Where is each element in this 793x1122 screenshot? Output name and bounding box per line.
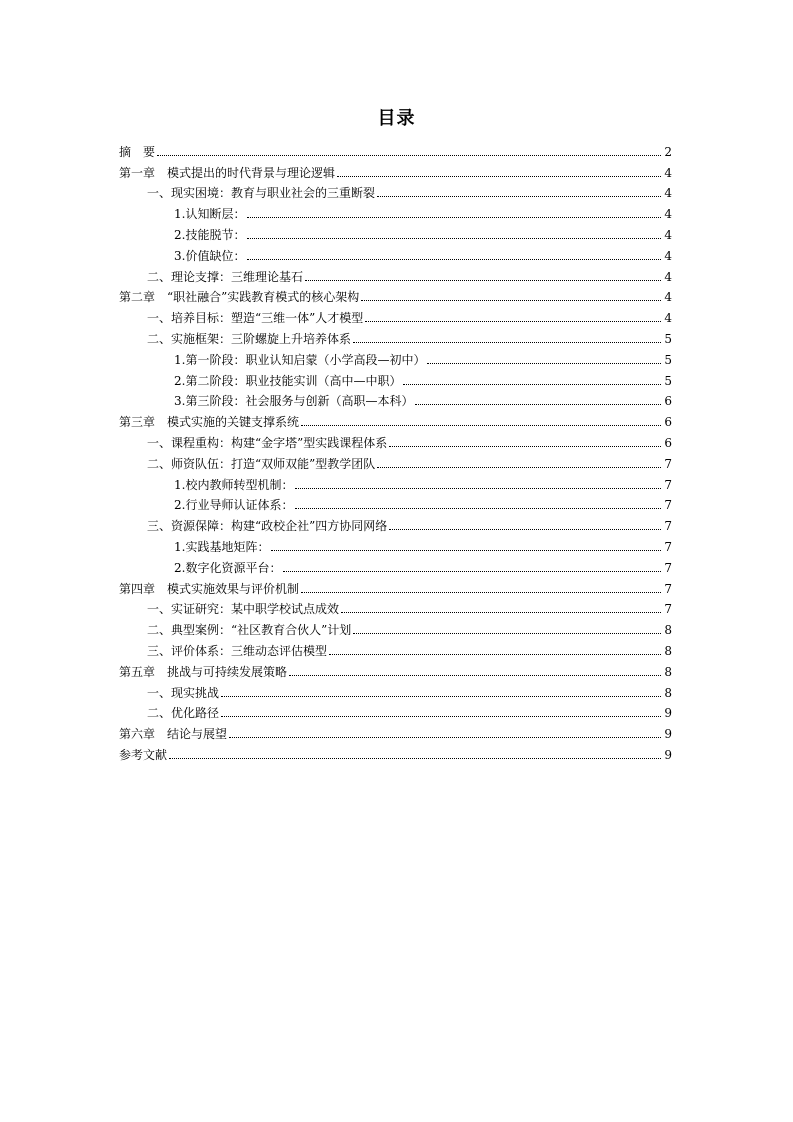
toc-entry-label: 二、理论支撑：三维理论基石 xyxy=(147,269,304,284)
dot-leader xyxy=(377,467,661,468)
toc-entry-page-number: 8 xyxy=(664,643,672,658)
toc-entry[interactable] xyxy=(119,368,672,389)
dot-leader xyxy=(301,425,661,426)
dot-leader xyxy=(169,758,661,759)
dot-leader xyxy=(301,592,661,593)
dot-leader xyxy=(377,196,661,197)
toc-entry-label: 第一章 模式提出的时代背景与理论逻辑 xyxy=(119,165,336,180)
toc-entry-page-number: 4 xyxy=(664,311,672,326)
toc-entry[interactable] xyxy=(119,701,672,722)
toc-entry-page-number: 4 xyxy=(664,227,672,242)
dot-leader xyxy=(353,633,661,634)
toc-entry[interactable] xyxy=(119,534,672,555)
toc-entry-label: 一、现实困境：教育与职业社会的三重断裂 xyxy=(147,186,376,201)
toc-entry-label: 二、实施框架：三阶螺旋上升培养体系 xyxy=(147,331,352,346)
toc-entry-label: 二、师资队伍：打造“双师双能”型教学团队 xyxy=(147,456,376,471)
toc-entry[interactable] xyxy=(119,576,672,597)
toc-entry-page-number: 4 xyxy=(664,207,672,222)
toc-entry[interactable] xyxy=(119,181,672,202)
toc-entry[interactable] xyxy=(119,326,672,347)
dot-leader xyxy=(295,508,661,509)
toc-entry-page-number: 6 xyxy=(664,394,672,409)
dot-leader xyxy=(329,654,661,655)
toc-entry-page-number: 9 xyxy=(664,706,672,721)
table-of-contents xyxy=(119,139,672,763)
toc-entry-page-number: 6 xyxy=(664,415,672,430)
toc-entry-label: 3.第三阶段：社会服务与创新（高职—本科） xyxy=(174,394,414,409)
toc-entry-label: 一、实证研究：某中职学校试点成效 xyxy=(147,602,340,617)
dot-leader xyxy=(427,363,661,364)
toc-entry[interactable] xyxy=(119,721,672,742)
toc-entry[interactable] xyxy=(119,389,672,410)
toc-entry-page-number: 7 xyxy=(664,539,672,554)
toc-entry-page-number: 2 xyxy=(664,144,672,159)
toc-entry[interactable] xyxy=(119,638,672,659)
toc-entry-label: 2.第二阶段：职业技能实训（高中—中职） xyxy=(174,373,402,388)
toc-entry-label: 第六章 结论与展望 xyxy=(119,727,228,742)
dot-leader xyxy=(305,280,661,281)
dot-leader xyxy=(289,675,661,676)
toc-entry-page-number: 5 xyxy=(664,331,672,346)
toc-entry[interactable] xyxy=(119,201,672,222)
toc-entry-label: 一、现实挑战 xyxy=(147,685,220,700)
toc-entry[interactable] xyxy=(119,472,672,493)
toc-entry[interactable] xyxy=(119,430,672,451)
toc-entry-label: 1.认知断层： xyxy=(174,207,246,222)
toc-entry-page-number: 4 xyxy=(664,165,672,180)
toc-entry-label: 2.行业导师认证体系： xyxy=(174,498,294,513)
toc-entry[interactable] xyxy=(119,555,672,576)
toc-entry-label: 第五章 挑战与可持续发展策略 xyxy=(119,664,288,679)
toc-entry-label: 二、典型案例：“社区教育合伙人”计划 xyxy=(147,623,352,638)
toc-entry[interactable] xyxy=(119,493,672,514)
toc-entry-label: 第二章 “职社融合”实践教育模式的核心架构 xyxy=(119,290,360,305)
toc-entry[interactable] xyxy=(119,264,672,285)
toc-entry-label: 二、优化路径 xyxy=(147,706,220,721)
toc-entry[interactable] xyxy=(119,513,672,534)
dot-leader xyxy=(157,155,661,156)
toc-entry-label: 1.校内教师转型机制： xyxy=(174,477,294,492)
toc-entry-page-number: 4 xyxy=(664,269,672,284)
toc-entry-label: 2.数字化资源平台： xyxy=(174,560,282,575)
toc-entry[interactable] xyxy=(119,742,672,763)
dot-leader xyxy=(341,612,661,613)
toc-entry-label: 一、课程重构：构建“金字塔”型实践课程体系 xyxy=(147,435,388,450)
toc-entry[interactable] xyxy=(119,139,672,160)
dot-leader xyxy=(247,259,661,260)
toc-entry-page-number: 6 xyxy=(664,435,672,450)
toc-entry[interactable] xyxy=(119,222,672,243)
toc-entry[interactable] xyxy=(119,305,672,326)
toc-entry-page-number: 7 xyxy=(664,477,672,492)
toc-entry-page-number: 7 xyxy=(664,602,672,617)
toc-entry-page-number: 8 xyxy=(664,623,672,638)
toc-entry-page-number: 5 xyxy=(664,373,672,388)
toc-entry-page-number: 4 xyxy=(664,290,672,305)
dot-leader xyxy=(337,176,661,177)
dot-leader xyxy=(389,529,661,530)
toc-entry-page-number: 9 xyxy=(664,747,672,762)
toc-entry[interactable] xyxy=(119,160,672,181)
toc-entry[interactable] xyxy=(119,680,672,701)
toc-entry-page-number: 7 xyxy=(664,498,672,513)
dot-leader xyxy=(221,696,661,697)
dot-leader xyxy=(283,571,661,572)
dot-leader xyxy=(365,321,661,322)
dot-leader xyxy=(247,217,661,218)
toc-entry[interactable] xyxy=(119,617,672,638)
toc-entry-label: 1.第一阶段：职业认知启蒙（小学高段—初中） xyxy=(174,352,426,367)
toc-entry[interactable] xyxy=(119,597,672,618)
dot-leader xyxy=(271,550,661,551)
toc-entry[interactable] xyxy=(119,451,672,472)
dot-leader xyxy=(229,737,661,738)
toc-entry-label: 三、评价体系：三维动态评估模型 xyxy=(147,643,328,658)
dot-leader xyxy=(415,404,661,405)
dot-leader xyxy=(353,342,661,343)
dot-leader xyxy=(295,488,661,489)
toc-entry-page-number: 7 xyxy=(664,581,672,596)
toc-entry-page-number: 9 xyxy=(664,727,672,742)
toc-entry-label: 第四章 模式实施效果与评价机制 xyxy=(119,581,300,596)
toc-entry[interactable] xyxy=(119,243,672,264)
toc-entry-label: 三、资源保障：构建“政校企社”四方协同网络 xyxy=(147,519,388,534)
toc-entry-page-number: 7 xyxy=(664,519,672,534)
dot-leader xyxy=(247,238,661,239)
toc-entry-page-number: 7 xyxy=(664,560,672,575)
toc-entry-label: 2.技能脱节： xyxy=(174,227,246,242)
dot-leader xyxy=(403,384,661,385)
toc-entry[interactable] xyxy=(119,285,672,306)
toc-entry-label: 1.实践基地矩阵： xyxy=(174,539,270,554)
toc-entry[interactable] xyxy=(119,347,672,368)
dot-leader xyxy=(361,300,661,301)
toc-entry[interactable] xyxy=(119,409,672,430)
dot-leader xyxy=(221,716,661,717)
toc-entry-page-number: 5 xyxy=(664,352,672,367)
toc-entry-label: 参考文献 xyxy=(119,747,168,762)
toc-entry-page-number: 7 xyxy=(664,456,672,471)
toc-entry[interactable] xyxy=(119,659,672,680)
toc-entry-label: 摘 要 xyxy=(119,144,156,159)
toc-entry-page-number: 4 xyxy=(664,248,672,263)
toc-entry-label: 一、培养目标：塑造“三维一体”人才模型 xyxy=(147,311,364,326)
toc-entry-label: 3.价值缺位： xyxy=(174,248,246,263)
dot-leader xyxy=(389,446,661,447)
toc-entry-page-number: 4 xyxy=(664,186,672,201)
toc-title: 目录 xyxy=(377,108,416,129)
toc-entry-label: 第三章 模式实施的关键支撑系统 xyxy=(119,415,300,430)
toc-entry-page-number: 8 xyxy=(664,664,672,679)
toc-entry-page-number: 8 xyxy=(664,685,672,700)
